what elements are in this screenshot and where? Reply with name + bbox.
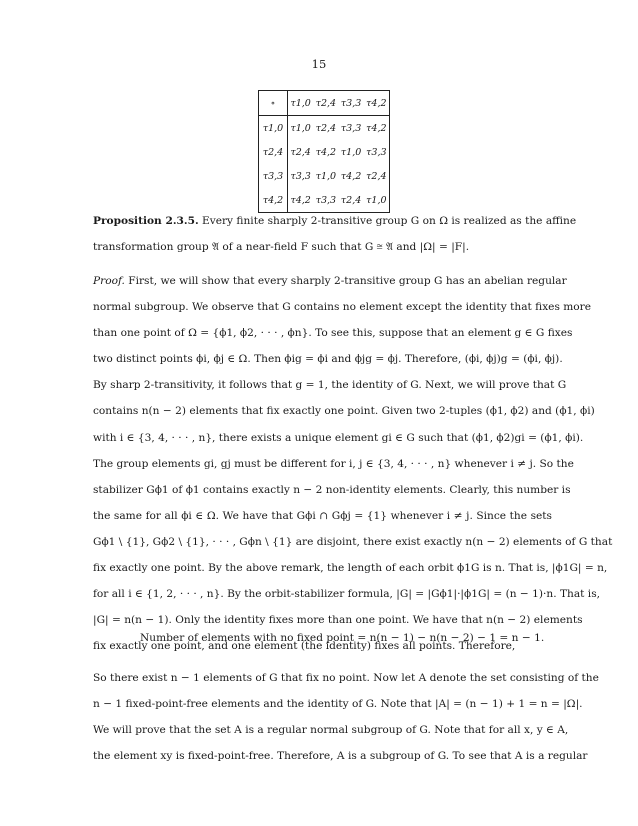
table-row-head: τ2,4 bbox=[259, 140, 288, 164]
table-header-cell: τ4,2 bbox=[364, 91, 390, 116]
page-number: 15 bbox=[311, 57, 327, 71]
table-header-cell: τ3,3 bbox=[338, 91, 363, 116]
proof-continued bbox=[93, 665, 599, 769]
table-row-head: τ4,2 bbox=[259, 188, 288, 213]
table-cell: τ4,2 bbox=[340, 170, 362, 182]
proposition-label: Proposition 2.3.5. bbox=[93, 215, 199, 227]
proof-line: |G| = n(n − 1). Only the identity fixes more than one point. We have that n(n − 2) elements bbox=[93, 614, 583, 627]
table-cell: τ2,4 bbox=[290, 146, 311, 158]
proof-line: By sharp 2-transitivity, it follows that g = 1, the identity of G. Next, we will prove that G bbox=[93, 379, 567, 392]
proof-line: for all i ∈ {1, 2, · · · , n}. By the orbit-stabilizer formula, |G| = |Gϕ1|·|ϕ1G| = (n − 1)·n. That is, bbox=[93, 588, 600, 601]
table-cell: τ2,4 bbox=[364, 164, 390, 188]
table-cell: τ1,0 bbox=[290, 122, 311, 134]
table-corner-cell: ∘ bbox=[259, 91, 288, 116]
proof-line: with i ∈ {3, 4, · · · , n}, there exists a unique element gi ∈ G such that (ϕ1, ϕ2)gi = (ϕ1, ϕi). bbox=[93, 431, 584, 444]
proposition-line: transformation group 𝔄 of a near-field F such that G ≅ 𝔄 and |Ω| = |F|. bbox=[93, 241, 470, 254]
table-header-cell: τ2,4 bbox=[313, 91, 338, 116]
proposition-line: Proposition 2.3.5. Every finite sharply 2-transitive group G on Ω is realized as the affine bbox=[93, 215, 577, 227]
operation-table bbox=[258, 90, 390, 213]
proof-line: fix exactly one point. By the above remark, the length of each orbit ϕ1G is n. That is, |ϕ1G| = n, bbox=[93, 562, 608, 575]
table-cell: τ1,0 bbox=[315, 170, 337, 182]
proof-line: Proof. First, we will show that every sharply 2-transitive group G has an abelian regular bbox=[93, 275, 567, 287]
table-header-cell: τ1,0 bbox=[288, 91, 314, 116]
proof-line: the same for all ϕi ∈ Ω. We have that Gϕi ∩ Gϕj = {1} whenever i ≠ j. Since the sets bbox=[93, 509, 552, 522]
table-row-head: τ3,3 bbox=[259, 164, 288, 188]
table-cell: τ4,2 bbox=[288, 188, 314, 213]
proof-line: normal subgroup. We observe that G contains no element except the identity that fixes more bbox=[93, 301, 592, 314]
table-cell: τ1,0 bbox=[340, 146, 362, 158]
proof-line: The group elements gi, gj must be different for i, j ∈ {3, 4, · · · , n} whenever i ≠ j. So the bbox=[93, 457, 574, 470]
display-equation: Number of elements with no fixed point = n(n − 1) − n(n − 2) − 1 = n − 1. bbox=[140, 632, 545, 644]
table-cell: τ1,0 bbox=[364, 188, 390, 213]
proof-line: So there exist n − 1 elements of G that fix no point. Now let A denote the set consisting of the bbox=[93, 672, 599, 684]
proof-line: n − 1 fixed-point-free elements and the identity of G. Note that |A| = (n − 1) + 1 = n = |Ω|. bbox=[93, 698, 583, 711]
table-row bbox=[259, 116, 390, 141]
proof-label: Proof. bbox=[93, 275, 125, 287]
proof-line: than one point of Ω = {ϕ1, ϕ2, · · · , ϕn}. To see this, suppose that an element g ∈ G fixes bbox=[93, 327, 573, 340]
proposition bbox=[93, 208, 577, 260]
table-cell: τ3,3 bbox=[290, 170, 311, 182]
proof-line: fix exactly one point, and one element (the identity) fixes all points. Therefore, bbox=[93, 640, 516, 653]
proof-line: stabilizer Gϕ1 of ϕ1 contains exactly n − 2 non-identity elements. Clearly, this number is bbox=[93, 483, 571, 496]
proof-line: Gϕ1 \ {1}, Gϕ2 \ {1}, · · · , Gϕn \ {1} are disjoint, there exist exactly n(n − 2) elements of G that bbox=[93, 535, 613, 548]
table-cell: τ3,3 bbox=[364, 140, 390, 164]
proof-line: the element xy is fixed-point-free. Therefore, A is a subgroup of G. To see that A is a regular bbox=[93, 750, 588, 763]
proof-line: contains n(n − 2) elements that fix exactly one point. Given two 2-tuples (ϕ1, ϕ2) and (ϕ1, ϕi) bbox=[93, 405, 595, 418]
table-cell: τ2,4 bbox=[338, 188, 363, 213]
table-cell: τ2,4 bbox=[315, 122, 337, 134]
table-cell: τ3,3 bbox=[340, 122, 362, 134]
table-cell: τ3,3 bbox=[313, 188, 338, 213]
proof-line: We will prove that the set A is a regular normal subgroup of G. Note that for all x, y ∈ A, bbox=[93, 724, 569, 737]
table-row bbox=[259, 140, 390, 164]
table-row-head: τ1,0 bbox=[259, 116, 288, 141]
table-header-row bbox=[259, 91, 390, 116]
table-cell: τ4,2 bbox=[364, 116, 390, 141]
table-cell: τ4,2 bbox=[315, 146, 337, 158]
table-row bbox=[259, 164, 390, 188]
proof bbox=[93, 268, 613, 659]
proof-line: two distinct points ϕi, ϕj ∈ Ω. Then ϕig = ϕi and ϕjg = ϕj. Therefore, (ϕi, ϕj)g = (ϕi, ϕj). bbox=[93, 353, 563, 366]
